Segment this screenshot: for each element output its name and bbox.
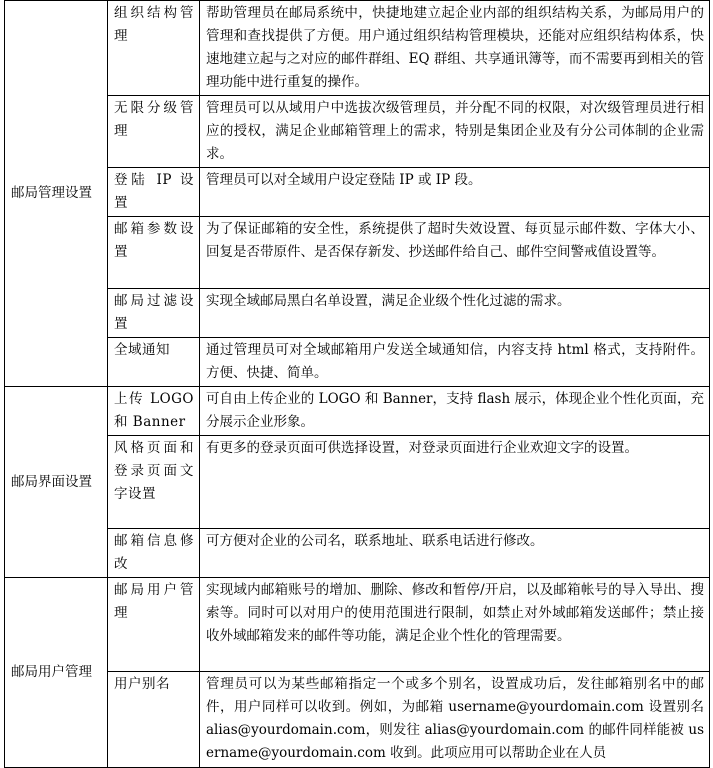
feature-cell: 风格页面和登录页面文字设置	[108, 436, 200, 529]
table-row	[5, 96, 710, 168]
table-row	[5, 289, 710, 338]
table-row	[5, 672, 710, 768]
table-row	[5, 168, 710, 217]
table-row	[5, 529, 710, 578]
feature-cell: 邮局过滤设置	[108, 289, 200, 338]
feature-cell: 上传 LOGO 和 Banner	[108, 387, 200, 436]
feature-cell: 登陆 IP 设置	[108, 168, 200, 217]
feature-cell: 组织结构管理	[108, 1, 200, 96]
description-cell: 可方便对企业的公司名，联系地址、联系电话进行修改。	[200, 529, 710, 578]
description-cell: 管理员可以对全域用户设定登陆 IP 或 IP 段。	[200, 168, 710, 217]
feature-table	[4, 0, 710, 768]
description-cell: 管理员可以为某些邮箱指定一个或多个别名，设置成功后，发往邮箱别名中的邮件，用户同样可以收到。例如，为邮箱 username@yourdomain.com 设置别名 alias@yourdomain.com，则发往 alias@yourdomain.com 的邮件同样能被 username@yourdomain.com 收到。此项应用可以帮助企业在人员	[200, 672, 710, 768]
description-cell: 管理员可以从域用户中选拔次级管理员，并分配不同的权限，对次级管理员进行相应的授权，满足企业邮箱管理上的需求，特别是集团企业及有分公司体制的企业需求。	[200, 96, 710, 168]
feature-cell: 邮箱参数设置	[108, 217, 200, 289]
table-row	[5, 436, 710, 529]
category-cell: 邮局界面设置	[5, 387, 108, 578]
feature-cell: 用户别名	[108, 672, 200, 768]
description-cell: 实现域内邮箱账号的增加、删除、修改和暂停/开启，以及邮箱帐号的导入导出、搜索等。同时可以对用户的使用范围进行限制，如禁止对外域邮箱发送邮件；禁止接收外域邮箱发来的邮件等功能，满足企业个性化的管理需要。	[200, 578, 710, 672]
table-row	[5, 387, 710, 436]
description-cell: 帮助管理员在邮局系统中，快捷地建立起企业内部的组织结构关系，为邮局用户的管理和查找提供了方便。用户通过组织结构管理模块，还能对应组织结构体系，快速地建立起与之对应的邮件群组、EQ 群组、共享通讯簿等，而不需要再到相关的管理功能中进行重复的操作。	[200, 1, 710, 96]
table-row	[5, 1, 710, 96]
description-cell: 实现全域邮局黑白名单设置，满足企业级个性化过滤的需求。	[200, 289, 710, 338]
table-row	[5, 217, 710, 289]
feature-cell: 无限分级管理	[108, 96, 200, 168]
description-cell: 通过管理员可对全域邮箱用户发送全域通知信，内容支持 html 格式，支持附件。方便、快捷、简单。	[200, 338, 710, 387]
description-cell: 可自由上传企业的 LOGO 和 Banner，支持 flash 展示，体现企业个性化页面，充分展示企业形象。	[200, 387, 710, 436]
description-cell: 有更多的登录页面可供选择设置，对登录页面进行企业欢迎文字的设置。	[200, 436, 710, 529]
category-cell: 邮局管理设置	[5, 1, 108, 387]
feature-cell: 邮箱信息修改	[108, 529, 200, 578]
description-cell: 为了保证邮箱的安全性，系统提供了超时失效设置、每页显示邮件数、字体大小、回复是否带原件、是否保存新发、抄送邮件给自己、邮件空间警戒值设置等。	[200, 217, 710, 289]
table-row	[5, 578, 710, 672]
table-row	[5, 338, 710, 387]
category-cell: 邮局用户管理	[5, 578, 108, 768]
feature-cell: 全域通知	[108, 338, 200, 387]
feature-cell: 邮局用户管理	[108, 578, 200, 672]
